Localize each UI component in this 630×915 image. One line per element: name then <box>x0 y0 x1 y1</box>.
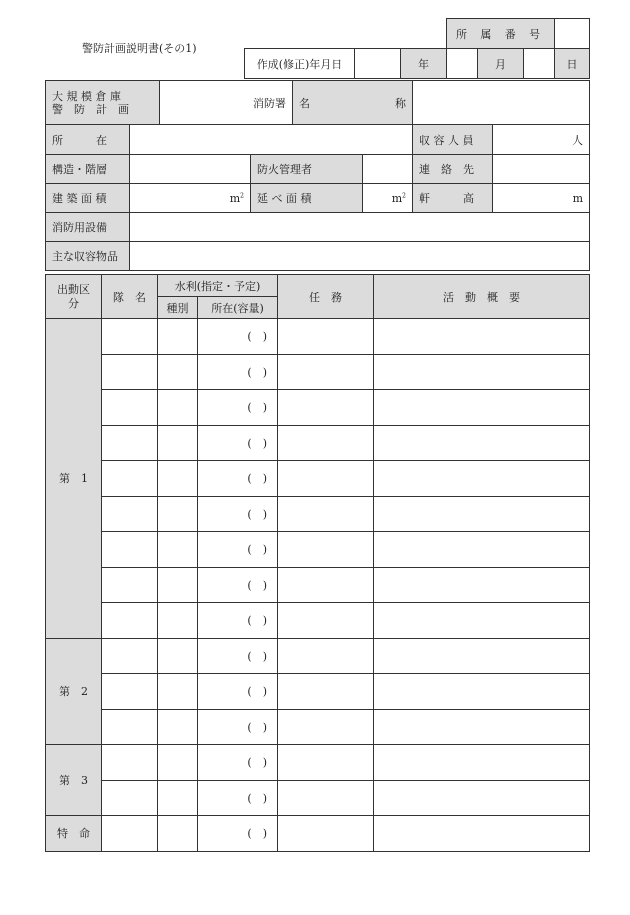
water-type-field[interactable] <box>158 816 198 852</box>
header-table <box>244 18 590 79</box>
water-location-field[interactable] <box>198 425 278 461</box>
mission-field[interactable] <box>278 390 374 426</box>
plan-row <box>46 425 590 461</box>
group-1-label: 第 1 <box>46 319 102 639</box>
mission-field[interactable] <box>278 496 374 532</box>
group-special-label: 特 命 <box>46 816 102 852</box>
activity-field[interactable] <box>374 603 590 639</box>
col-water-location: 所在(容量) <box>198 297 278 319</box>
unit-name-field[interactable] <box>102 354 158 390</box>
col-dispatch: 出動区 分 <box>46 275 102 319</box>
plan-row <box>46 390 590 426</box>
affiliation-no-field[interactable] <box>555 19 590 49</box>
eaves-label: 軒 高 <box>413 184 493 213</box>
activity-field[interactable] <box>374 461 590 497</box>
fire-station-cell: 消防署 <box>160 81 293 125</box>
capacity-paren: ( ) <box>247 365 267 379</box>
month-field[interactable] <box>524 49 555 79</box>
equipment-label: 消防用設備 <box>46 213 130 242</box>
water-type-field[interactable] <box>158 709 198 745</box>
era-field[interactable] <box>355 49 401 79</box>
document-title: 警防計画説明書(その1) <box>82 42 197 55</box>
capacity-paren: ( ) <box>247 543 267 557</box>
contact-field[interactable] <box>493 155 590 184</box>
total-area-field[interactable]: $m^2$ <box>363 184 413 213</box>
capacity-paren: ( ) <box>247 756 267 770</box>
unit-name-field[interactable] <box>102 496 158 532</box>
contact-label: 連 絡 先 <box>413 155 493 184</box>
mission-field[interactable] <box>278 674 374 710</box>
unit-name-field[interactable] <box>102 816 158 852</box>
month-label: 月 <box>478 49 524 79</box>
created-date-label: 作成(修正)年月日 <box>245 49 355 79</box>
fire-manager-field[interactable] <box>363 155 413 184</box>
water-location-field[interactable] <box>198 496 278 532</box>
building-area-label: 建 築 面 積 <box>46 184 130 213</box>
activity-field[interactable] <box>374 496 590 532</box>
capacity-paren: ( ) <box>247 649 267 663</box>
capacity-paren: ( ) <box>247 720 267 734</box>
name-label: 名 称 <box>293 81 413 125</box>
col-water-type: 種別 <box>158 297 198 319</box>
col-mission: 任 務 <box>278 275 374 319</box>
activity-field[interactable] <box>374 354 590 390</box>
activity-field[interactable] <box>374 780 590 816</box>
water-type-field[interactable] <box>158 496 198 532</box>
mission-field[interactable] <box>278 603 374 639</box>
activity-field[interactable] <box>374 319 590 355</box>
capacity-paren: ( ) <box>247 472 267 486</box>
plan-row <box>46 496 590 532</box>
unit-name-field[interactable] <box>102 745 158 781</box>
water-location-field[interactable] <box>198 674 278 710</box>
facility-type-cell <box>46 81 160 125</box>
location-label: 所 在 <box>46 125 130 155</box>
facility-type-line2: 警 防 計 画 <box>52 102 129 116</box>
capacity-paren: ( ) <box>247 578 267 592</box>
water-location-field[interactable] <box>198 567 278 603</box>
mission-field[interactable] <box>278 532 374 568</box>
col-unit: 隊 名 <box>102 275 158 319</box>
unit-name-field[interactable] <box>102 709 158 745</box>
water-location-field[interactable] <box>198 603 278 639</box>
plan-row <box>46 603 590 639</box>
group-2-label: 第 2 <box>46 638 102 745</box>
mission-field[interactable] <box>278 638 374 674</box>
capacity-paren: ( ) <box>247 507 267 521</box>
plan-row <box>46 567 590 603</box>
mission-field[interactable] <box>278 425 374 461</box>
plan-row <box>46 638 590 674</box>
unit-name-field[interactable] <box>102 319 158 355</box>
plan-row <box>46 674 590 710</box>
activity-field[interactable] <box>374 816 590 852</box>
water-location-field[interactable] <box>198 319 278 355</box>
total-area-label: 延 べ 面 積 <box>251 184 363 213</box>
name-field[interactable] <box>413 81 590 125</box>
capacity-paren: ( ) <box>247 436 267 450</box>
mission-field[interactable] <box>278 780 374 816</box>
water-type-field[interactable] <box>158 319 198 355</box>
activity-field[interactable] <box>374 390 590 426</box>
unit-name-field[interactable] <box>102 638 158 674</box>
plan-body <box>46 319 590 852</box>
year-label: 年 <box>401 49 447 79</box>
activity-field[interactable] <box>374 709 590 745</box>
water-location-field[interactable] <box>198 390 278 426</box>
plan-row <box>46 532 590 568</box>
mission-field[interactable] <box>278 816 374 852</box>
activity-field[interactable] <box>374 567 590 603</box>
capacity-label: 収 容 人 員 <box>413 125 493 155</box>
water-type-field[interactable] <box>158 532 198 568</box>
unit-name-field[interactable] <box>102 567 158 603</box>
water-type-field[interactable] <box>158 354 198 390</box>
plan-row <box>46 461 590 497</box>
water-type-field[interactable] <box>158 567 198 603</box>
goods-field[interactable] <box>130 242 590 271</box>
unit-name-field[interactable] <box>102 780 158 816</box>
structure-field[interactable] <box>130 155 251 184</box>
capacity-paren: ( ) <box>247 685 267 699</box>
day-label: 日 <box>555 49 590 79</box>
equipment-field[interactable] <box>130 213 590 242</box>
water-type-field[interactable] <box>158 780 198 816</box>
unit-name-field[interactable] <box>102 674 158 710</box>
capacity-paren: ( ) <box>247 827 267 841</box>
water-location-field[interactable] <box>198 816 278 852</box>
location-field[interactable] <box>130 125 413 155</box>
capacity-paren: ( ) <box>247 401 267 415</box>
year-field[interactable] <box>447 49 478 79</box>
affiliation-no-label: 所 属 番 号 <box>447 19 555 49</box>
unit-name-field[interactable] <box>102 425 158 461</box>
mission-field[interactable] <box>278 319 374 355</box>
water-type-field[interactable] <box>158 674 198 710</box>
water-type-field[interactable] <box>158 603 198 639</box>
facility-table <box>45 80 590 271</box>
capacity-field[interactable]: 人 <box>493 125 590 155</box>
water-location-field[interactable] <box>198 780 278 816</box>
water-location-field[interactable] <box>198 638 278 674</box>
water-location-field[interactable] <box>198 354 278 390</box>
capacity-paren: ( ) <box>247 791 267 805</box>
unit-name-field[interactable] <box>102 532 158 568</box>
unit-name-field[interactable] <box>102 603 158 639</box>
activity-field[interactable] <box>374 674 590 710</box>
unit-name-field[interactable] <box>102 461 158 497</box>
fire-manager-label: 防火管理者 <box>251 155 363 184</box>
water-location-field[interactable] <box>198 532 278 568</box>
col-activity: 活 動 概 要 <box>374 275 590 319</box>
mission-field[interactable] <box>278 354 374 390</box>
water-type-field[interactable] <box>158 425 198 461</box>
plan-table <box>45 274 590 852</box>
water-type-field[interactable] <box>158 638 198 674</box>
plan-row <box>46 319 590 355</box>
water-type-field[interactable] <box>158 390 198 426</box>
activity-field[interactable] <box>374 745 590 781</box>
plan-row <box>46 709 590 745</box>
water-location-field[interactable] <box>198 461 278 497</box>
activity-field[interactable] <box>374 532 590 568</box>
goods-label: 主な収容物品 <box>46 242 130 271</box>
plan-row <box>46 745 590 781</box>
col-water: 水利(指定・予定) <box>158 275 278 297</box>
mission-field[interactable] <box>278 461 374 497</box>
plan-row <box>46 354 590 390</box>
plan-row <box>46 816 590 852</box>
unit-name-field[interactable] <box>102 390 158 426</box>
water-location-field[interactable] <box>198 745 278 781</box>
activity-field[interactable] <box>374 638 590 674</box>
mission-field[interactable] <box>278 709 374 745</box>
eaves-field[interactable]: m <box>493 184 590 213</box>
water-location-field[interactable] <box>198 709 278 745</box>
mission-field[interactable] <box>278 567 374 603</box>
mission-field[interactable] <box>278 745 374 781</box>
building-area-field[interactable]: $m^2$ <box>130 184 251 213</box>
capacity-paren: ( ) <box>247 614 267 628</box>
structure-label: 構造・階層 <box>46 155 130 184</box>
plan-row <box>46 780 590 816</box>
capacity-paren: ( ) <box>247 330 267 344</box>
water-type-field[interactable] <box>158 461 198 497</box>
water-type-field[interactable] <box>158 745 198 781</box>
activity-field[interactable] <box>374 425 590 461</box>
group-3-label: 第 3 <box>46 745 102 816</box>
facility-type-line1: 大 規 模 倉 庫 <box>52 89 121 103</box>
